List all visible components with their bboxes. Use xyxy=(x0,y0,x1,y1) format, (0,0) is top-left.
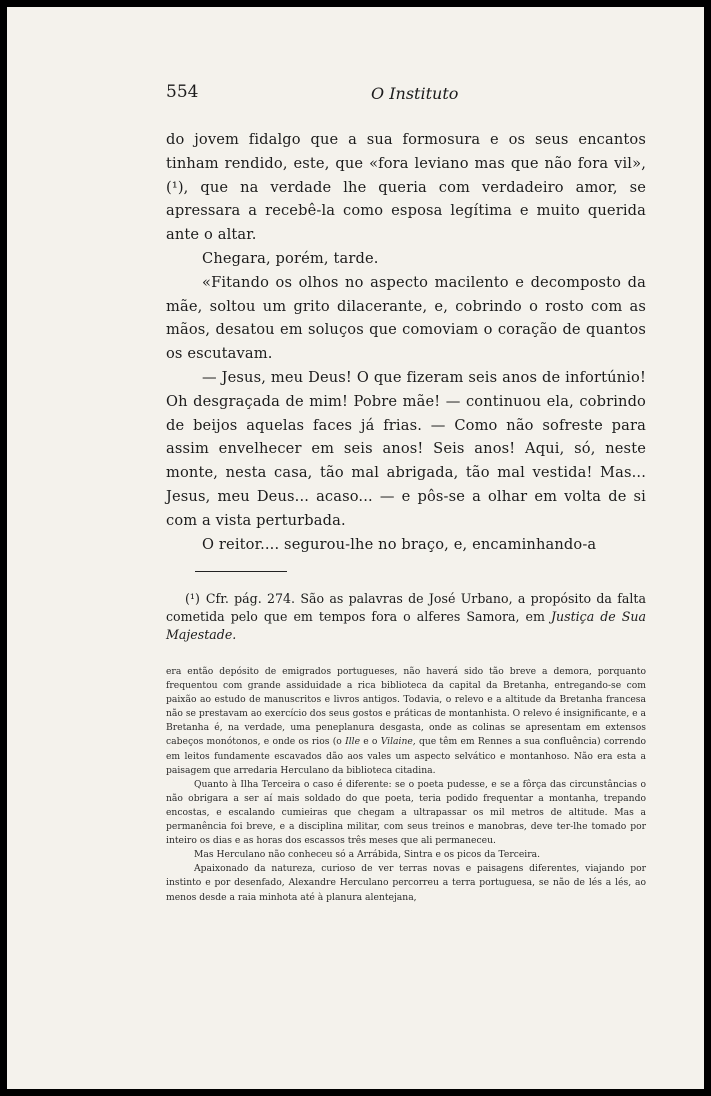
note-paragraph: Quanto à Ilha Terceira o caso é diferente: se o poeta pudesse, e se a fôrça das circunstâncias o não obrigara a ser aí mais soldado do que poeta, teria podido frequentar a montanha, trepando encostas, e escalando cumieiras que chegam a ultrapassar os mil metros de altitude. Mas a permanência foi breve, e a disciplina militar, com seus treinos e manobras, deve ter-lhe tomado por inteiro os dias e as horas dos escassos três meses que ali permaneceu. xyxy=(166,778,646,847)
page-number: 554 xyxy=(166,82,199,102)
running-title: O Instituto xyxy=(371,84,459,103)
body-paragraph: «Fitando os olhos no aspecto macilento e decomposto da mãe, soltou um grito dilacerante, e, cobrindo o rosto com as mãos, desatou em soluços que comoviam o coração de quantos os escutavam. xyxy=(166,273,646,363)
footnote-text: Cfr. pág. 274. São as palavras de José Urbano, a propósito da falta cometida pelo que em tempos fora o alferes Samora, em xyxy=(166,591,646,624)
footnote-work-title: Justiça de Sua Majestade. xyxy=(166,608,647,642)
footnote-divider xyxy=(195,571,287,572)
note-text: era então depósito de emigrados portugueses, não haverá sido tão breve a demora, porquanto frequentou com grande assiduidade a rica biblioteca da capital da Bretanha, entregando-se com paixão ao estudo de manuscritos e livros antigos. Todavia, o relevo e a altitude da Bretanha francesa não se prestavam ao exercício dos seus gostos e práticas de montanhista. O relevo é insignificante, e a Bretanha é, na verdade, uma peneplanura desgasta, onde as colinas se apresentam em extensos cabeços monótonos, e onde os rios (o xyxy=(166,666,646,748)
notes-section xyxy=(166,665,646,905)
body-paragraph: — Jesus, meu Deus! O que fizeram seis anos de infortúnio! Oh desgraçada de mim! Pobre mãe! — continuou ela, cobrindo de beijos aquelas faces já frias. — Como não sofreste para assim envelhecer em seis anos! Seis anos! Aqui, só, neste monte, nesta casa, tão mal abrigada, tão mal vestida! Mas... Jesus, meu Deus... acaso... — e pôs-se a olhar em volta de si com a vista perturbada. xyxy=(166,368,646,529)
book-page xyxy=(7,7,704,1089)
note-text: que têm em Rennes a sua confluência) correndo em leitos fundamente escavados dão aos vales um aspecto selvático e montanhoso. Não era esta a paisagem que arredaria Herculano da biblioteca citadina. xyxy=(166,736,647,776)
footnote xyxy=(166,590,646,643)
note-paragraph: Mas Herculano não conheceu só a Arrábida, Sintra e os picos da Terceira. xyxy=(194,849,541,861)
body-paragraph: O reitor.... segurou-lhe no braço, e, encaminhando-a xyxy=(202,535,597,553)
note-paragraph xyxy=(166,665,646,778)
main-text xyxy=(166,128,646,556)
river-name: Ille xyxy=(345,736,361,748)
river-name: Vilaine, xyxy=(380,736,416,748)
page-header xyxy=(166,82,646,106)
note-text: e o xyxy=(363,736,378,748)
footnote-marker: (¹) xyxy=(185,591,200,606)
body-paragraph: Chegara, porém, tarde. xyxy=(202,249,379,267)
body-paragraph: do jovem fidalgo que a sua formosura e os seus encantos tinham rendido, este, que «fora leviano mas que não fora vil», (¹), que na verdade lhe queria com verdadeiro amor, se apressara a recebê-la como esposa legítima e muito querida ante o altar. xyxy=(166,131,646,244)
note-paragraph: Apaixonado da natureza, curioso de ver terras novas e paisagens diferentes, viajando por instinto e por desenfado, Alexandre Herculano percorreu a terra portuguesa, se não de lés a lés, ao menos desde a raia minhota até à planura alentejana, xyxy=(166,863,646,903)
